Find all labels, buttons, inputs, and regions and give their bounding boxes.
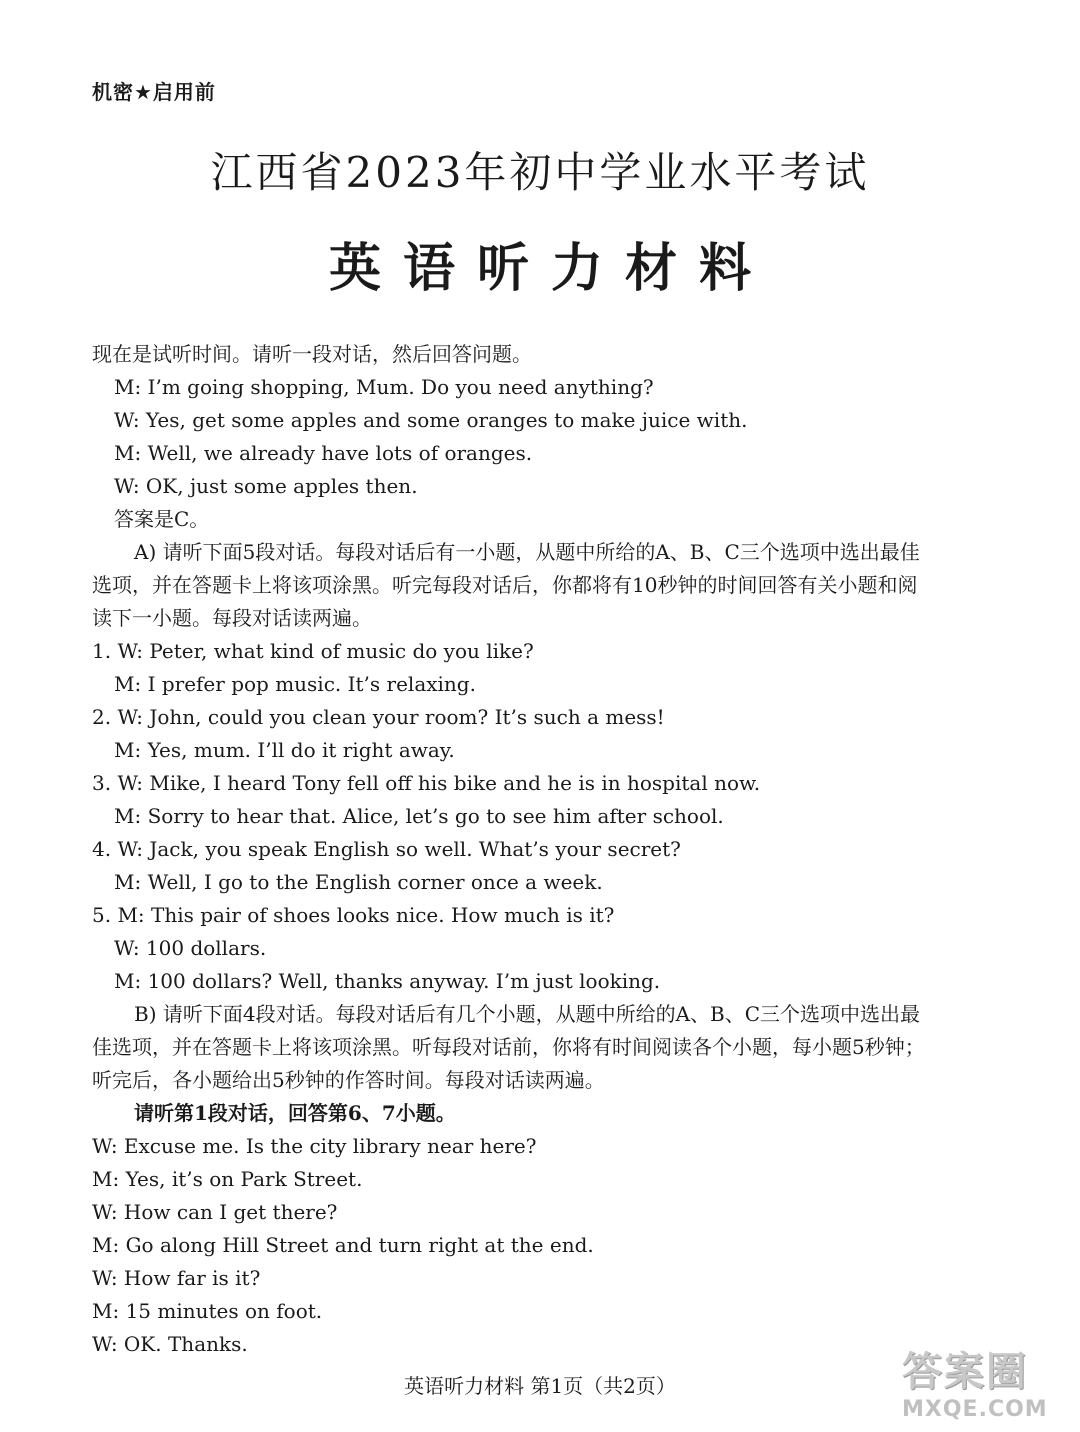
transcript-line: 答案是C。 <box>114 507 210 531</box>
transcript-line: 现在是试听时间。请听一段对话，然后回答问题。 <box>92 342 532 366</box>
transcript-line: M: Well, we already have lots of oranges. <box>114 441 533 465</box>
transcript-line: M: Yes, it’s on Park Street. <box>92 1167 363 1191</box>
transcript-line: M: 15 minutes on foot. <box>92 1299 323 1323</box>
watermark-text: 答案圈 <box>902 1349 1028 1395</box>
document-title: 英语听力材料 <box>328 239 773 299</box>
transcript-line: 选项，并在答题卡上将该项涂黑。听完每段对话后，你都将有10秒钟的时间回答有关小题和阅 <box>92 573 918 597</box>
transcript-line: W: How can I get there? <box>92 1200 338 1224</box>
transcript-line: 佳选项，并在答题卡上将该项涂黑。听每段对话前，你将有时间阅读各个小题，每小题5秒钟； <box>92 1035 925 1059</box>
transcript-line: 4. W: Jack, you speak English so well. What’s your secret? <box>92 837 681 861</box>
transcript-line: 5. M: This pair of shoes looks nice. How much is it? <box>92 903 615 927</box>
transcript-line: M: Well, I go to the English corner once a week. <box>114 870 603 894</box>
transcript-line: W: Excuse me. Is the city library near here? <box>92 1134 537 1158</box>
transcript-line: M: Yes, mum. I’ll do it right away. <box>114 738 455 762</box>
transcript-line: W: How far is it? <box>92 1266 261 1290</box>
transcript-line: M: Sorry to hear that. Alice, let’s go to see him after school. <box>114 804 724 828</box>
transcript-line: B) 请听下面4段对话。每段对话后有几个小题，从题中所给的A、B、C三个选项中选出最 <box>134 1002 921 1026</box>
watermark-logo <box>902 1340 1052 1422</box>
page-footer: 英语听力材料 第1页（共2页） <box>404 1374 676 1398</box>
watermark-domain: MXQE.COM <box>902 1397 1048 1422</box>
transcript-line: 读下一小题。每段对话读两遍。 <box>92 606 372 630</box>
transcript-line: W: OK. Thanks. <box>92 1332 248 1356</box>
transcript-line: 2. W: John, could you clean your room? It’s such a mess! <box>92 705 665 729</box>
exam-title: 江西省2023年初中学业水平考试 <box>210 148 870 197</box>
transcript-line: W: 100 dollars. <box>114 936 267 960</box>
transcript-line: W: Yes, get some apples and some oranges to make juice with. <box>114 408 748 432</box>
transcript-line: M: Go along Hill Street and turn right at the end. <box>92 1233 594 1257</box>
secret-label: 机密★启用前 <box>92 80 216 104</box>
listening-transcript <box>92 338 992 1361</box>
transcript-line: M: I’m going shopping, Mum. Do you need anything? <box>114 375 654 399</box>
transcript-line: W: OK, just some apples then. <box>114 474 418 498</box>
section-instruction: 请听第1段对话，回答第6、7小题。 <box>134 1101 456 1125</box>
transcript-line: M: 100 dollars? Well, thanks anyway. I’m just looking. <box>114 969 661 993</box>
transcript-line: M: I prefer pop music. It’s relaxing. <box>114 672 476 696</box>
transcript-line: 听完后，各小题给出5秒钟的作答时间。每段对话读两遍。 <box>92 1068 605 1092</box>
transcript-line: 1. W: Peter, what kind of music do you like? <box>92 639 534 663</box>
transcript-line: A) 请听下面5段对话。每段对话后有一小题，从题中所给的A、B、C三个选项中选出最佳 <box>134 540 920 564</box>
transcript-line: 3. W: Mike, I heard Tony fell off his bike and he is in hospital now. <box>92 771 761 795</box>
